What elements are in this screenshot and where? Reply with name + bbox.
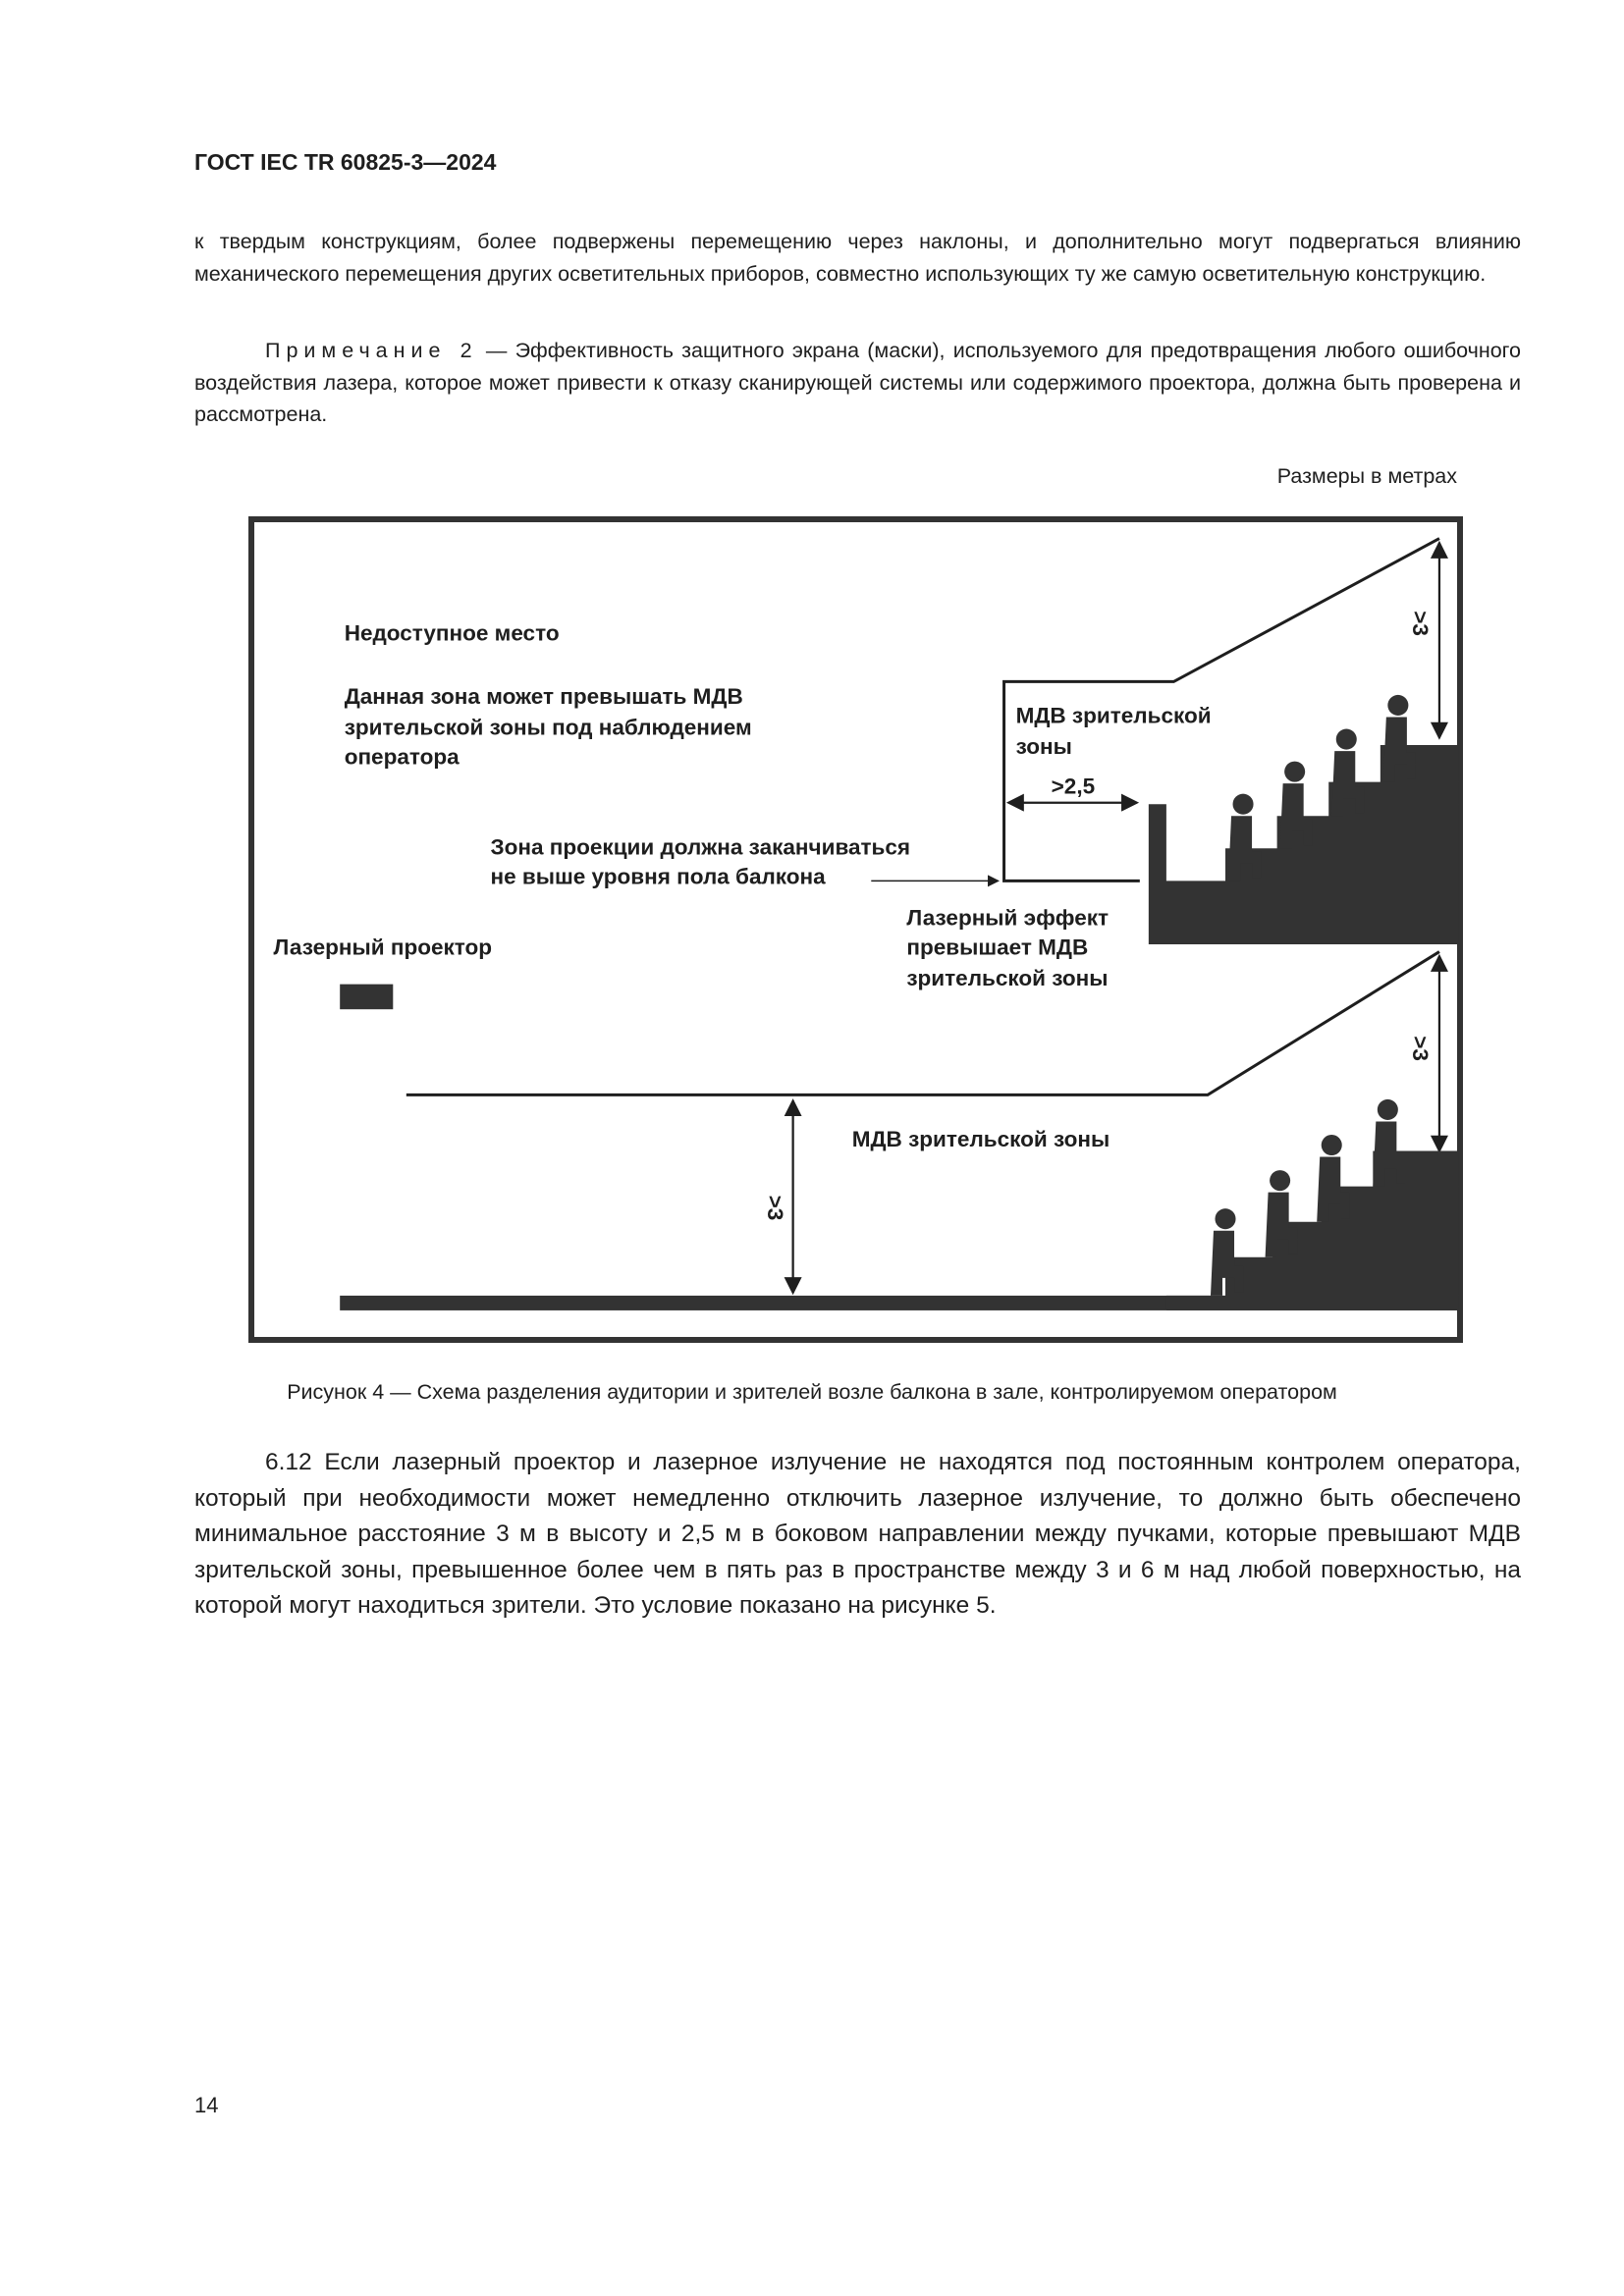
label-laser-effect-2: превышает МДВ (906, 934, 1089, 960)
label-zone-2: зрительской зоны под наблюдением (344, 715, 752, 740)
figure-caption: Рисунок 4 — Схема разделения аудитории и зрителей возле балкона в зале, контролируемом оператором (287, 1380, 1337, 1404)
note-label: Примечание 2 (265, 339, 478, 362)
document-header: ГОСТ IEC TR 60825-3—2024 (194, 149, 497, 175)
label-projection-2: не выше уровня пола балкона (490, 864, 826, 889)
label-mpe-balcony-2: зоны (1015, 734, 1072, 760)
label-laser-effect-3: зрительской зоны (906, 966, 1109, 991)
section-6-12: 6.12 Если лазерный проектор и лазерное излучение не находятся под постоянным контролем оператора, который при необходимости может немедленно отключить лазерное излучение, то должно быть обеспечено минимальное расстояние 3 м в высоту и 2,5 м в боковом направлении между пучками, которые превышают МДВ зрительской зоны, превышенное более чем в пять раз в пространстве между 3 и 6 м над любой поверхностью, на которой могут находиться зрители. Это условие показано на рисунке 5. (194, 1449, 1521, 1619)
figure-4-diagram (248, 516, 1463, 1343)
label-height-upper: >3 (1407, 611, 1433, 636)
label-height-lower-right: >3 (1407, 1036, 1433, 1061)
label-projection-1: Зона проекции должна заканчиваться (490, 834, 911, 860)
label-mpe-balcony-1: МДВ зрительской (1015, 703, 1212, 728)
note-2 (194, 335, 1521, 431)
label-height-lower: >3 (763, 1195, 788, 1221)
label-zone-3: оператора (344, 744, 460, 770)
page-number: 14 (194, 2093, 219, 2117)
laser-projector-icon (340, 985, 393, 1010)
label-projector: Лазерный проектор (273, 934, 493, 960)
label-laser-effect-1: Лазерный эффект (906, 905, 1110, 931)
label-inaccessible: Недоступное место (344, 620, 560, 646)
lower-stairs (1166, 1151, 1459, 1310)
units-note: Размеры в метрах (1276, 464, 1457, 488)
label-zone-1: Данная зона может превышать МДВ (344, 683, 743, 709)
paragraph-continuation: к твердым конструкциям, более подвержены перемещению через наклоны, и дополнительно могут подвергаться влиянию механического перемещения других осветительных приборов, совместно использующих ту же самую осветительную конструкцию. (194, 230, 1521, 286)
note-text: — Эффективность защитного экрана (маски), используемого для предотвращения любого ошибочного воздействия лазера, которое может привести к отказу сканирующей системы или содержимого проектора, должна быть проверена и рассмотрена. (194, 339, 1521, 426)
label-side-distance: >2,5 (1051, 774, 1096, 799)
label-mpe-lower: МДВ зрительской зоны (851, 1127, 1110, 1152)
